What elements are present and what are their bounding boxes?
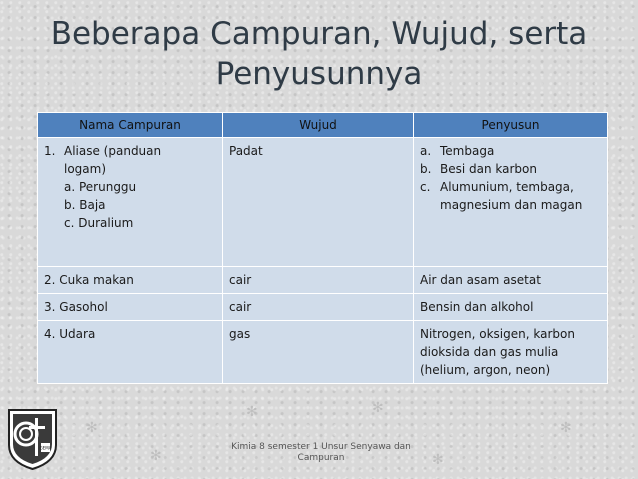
list-item: [420, 142, 601, 160]
title-line-2: Penyusunnya: [215, 56, 423, 92]
snowflake-decoration-icon: ✻: [432, 452, 444, 468]
cell-state: Padat: [223, 138, 414, 267]
cell-components: [414, 321, 608, 384]
list-marker: a.: [420, 144, 432, 158]
cell-name: [38, 138, 223, 267]
sub-item: a. Perunggu: [64, 180, 137, 194]
cell-components: Bensin dan alkohol: [414, 294, 608, 321]
table-header-row: [38, 113, 608, 138]
cell-components: [414, 138, 608, 267]
sub-item: b. Baja: [64, 198, 106, 212]
snowflake-decoration-icon: ✻: [86, 420, 98, 436]
snowflake-decoration-icon: ✻: [560, 420, 572, 436]
components-line: dioksida dan gas mulia: [420, 345, 559, 359]
table-row: [38, 267, 608, 294]
list-text: [64, 142, 216, 178]
sub-item: c. Duralium: [64, 216, 134, 230]
list-text: Besi dan karbon: [440, 162, 537, 176]
list-text-line: magnesium dan magan: [440, 198, 583, 212]
components-line: (helium, argon, neon): [420, 363, 551, 377]
header-wujud: Wujud: [223, 113, 414, 138]
school-crest-icon: [5, 407, 60, 471]
list-text: Tembaga: [440, 144, 495, 158]
components-line: Nitrogen, oksigen, karbon: [420, 327, 575, 341]
mixture-table: [37, 112, 608, 384]
cell-state: cair: [223, 267, 414, 294]
header-penyusun: Penyusun: [414, 113, 608, 138]
snowflake-decoration-icon: ✻: [372, 400, 384, 416]
name-line-2: logam): [64, 162, 107, 176]
cell-state: gas: [223, 321, 414, 384]
list-marker: 1.: [44, 144, 56, 158]
header-nama-campuran: Nama Campuran: [38, 113, 223, 138]
table-row: [38, 138, 608, 267]
list-marker: b.: [420, 162, 432, 176]
list-marker: c.: [420, 180, 431, 194]
slide-footer: [226, 442, 416, 464]
list-text-line: Alumunium, tembaga,: [440, 180, 574, 194]
list-text: [440, 178, 601, 214]
list-item: [420, 160, 601, 178]
cell-name: 4. Udara: [38, 321, 223, 384]
footer-line-1: Kimia 8 semester 1 Unsur Senyawa dan: [231, 442, 411, 452]
cell-name: 3. Gasohol: [38, 294, 223, 321]
title-line-1: Beberapa Campuran, Wujud, serta: [50, 16, 588, 52]
cell-name: 2. Cuka makan: [38, 267, 223, 294]
footer-line-2: Campuran: [297, 453, 345, 463]
snowflake-decoration-icon: ✻: [150, 448, 162, 464]
cell-state: cair: [223, 294, 414, 321]
table-row: [38, 294, 608, 321]
table-row: [38, 321, 608, 384]
slide-title: [40, 14, 598, 94]
list-item: [420, 178, 601, 214]
logo-text: GEMA: [39, 445, 52, 451]
name-line-1: Aliase (panduan: [64, 144, 162, 158]
cell-components: Air dan asam asetat: [414, 267, 608, 294]
snowflake-decoration-icon: ✻: [246, 404, 258, 420]
list-item: [44, 142, 216, 178]
